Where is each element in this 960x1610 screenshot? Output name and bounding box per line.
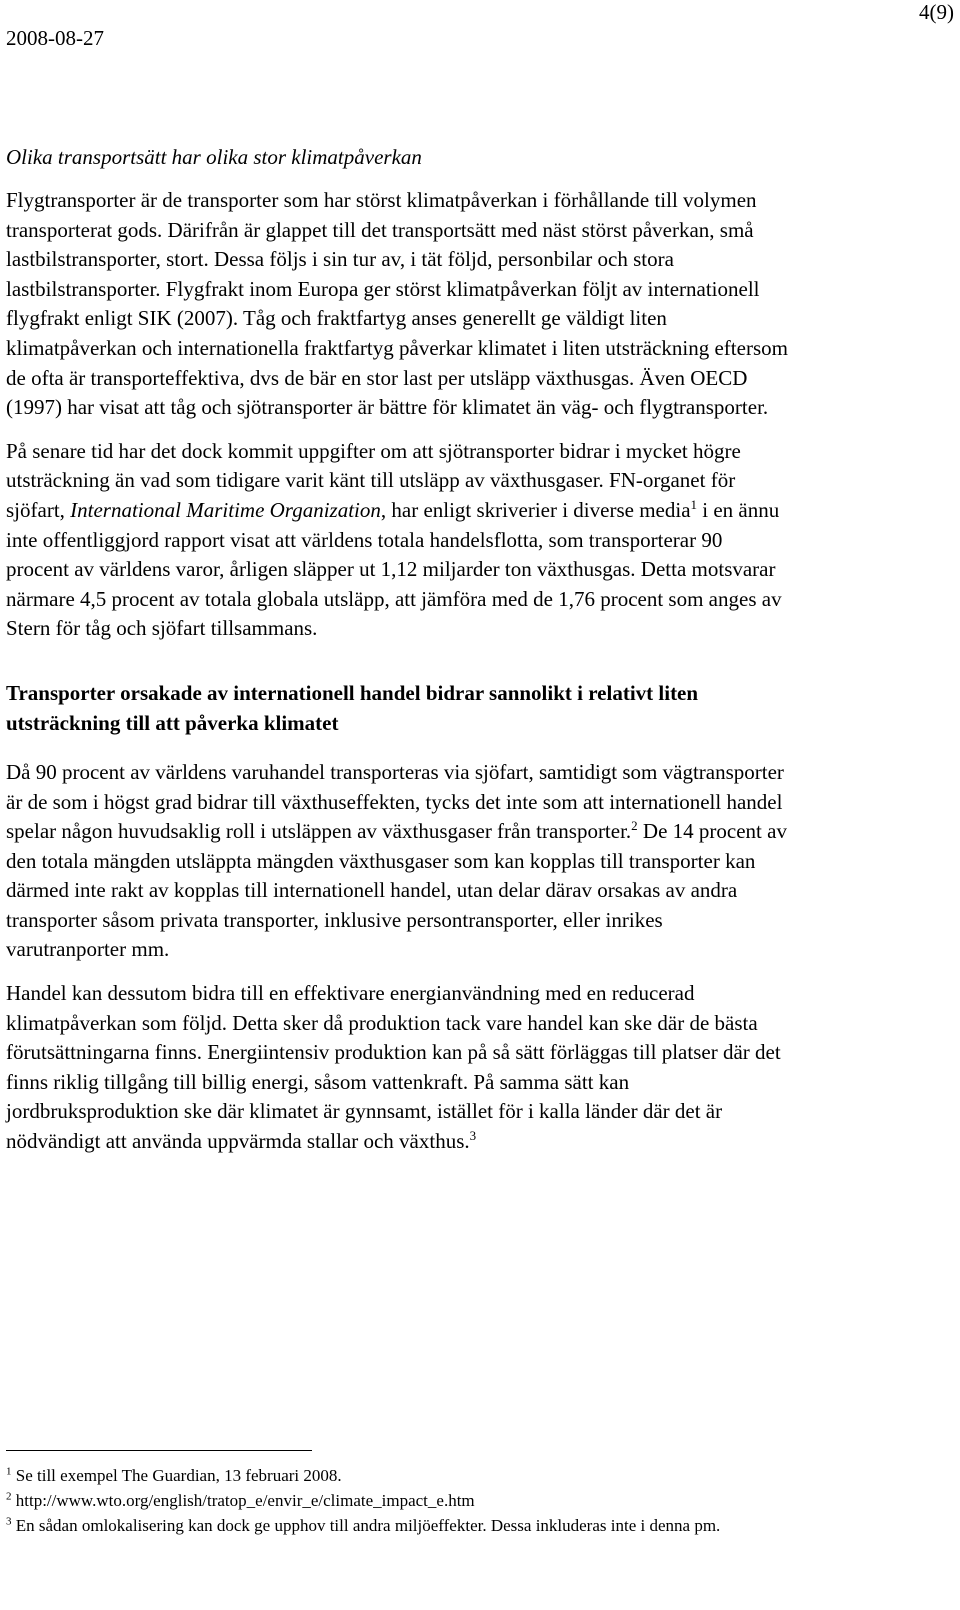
text-run: På senare tid har det dock kommit uppgifter om att sjötransporter bidrar i mycket högre utsträckning än vad som tidigare varit känt till utsläpp av växthusgaser. FN-organet för sjöfart, (6, 438, 741, 522)
footnote-ref-2[interactable]: 2 (631, 818, 638, 834)
text-run: Då 90 procent av världens varuhandel transporteras via sjöfart, samtidigt som vägtransporter är de som i högst grad bidrar till växthuseffekten, tycks det inte som att internationell handel spelar någon huvudsaklig roll i utsläppen av växthusgaser från transporter. (6, 759, 784, 844)
imo-name: International Maritime Organization (70, 497, 381, 522)
footnote-text: En sådan omlokalisering kan dock ge upphov till andra miljöeffekter. Dessa inkluderas inte i denna pm. (11, 1516, 721, 1535)
page-number: 4(9) (919, 0, 954, 24)
paragraph-shipping-emissions (6, 437, 788, 644)
text-run: i en ännu inte offentliggjord rapport visat att världens totala handelsflotta, som transporterar 90 procent av världens varor, årligen släpper ut 1,12 miljarder ton växthusgas. Detta motsvarar närmare 4,5 procent av totala globala utsläpp, att jämföra med de 1,76 procent som anges av Stern för tåg och sjöfart tillsammans. (6, 497, 782, 641)
text-run: Handel kan dessutom bidra till en effektivare energianvändning med en reducerad klimatpåverkan som följd. Detta sker då produktion tack vare handel kan ske där de bästa förutsättningarna finns. Energiintensiv produktion kan på så sätt förläggas till platser där det finns riklig tillgång till billig energi, såsom vattenkraft. På samma sätt kan jordbruksproduktion ske där klimatet är gynnsamt, istället för i kalla länder där det är nödvändigt att använda uppvärmda stallar och växthus. (6, 981, 781, 1154)
header-date: 2008-08-27 (6, 26, 104, 50)
footnote-number: 1 (6, 1465, 12, 1478)
footnote-1 (6, 1463, 806, 1488)
section-heading-transport-modes: Olika transportsätt har olika stor klimatpåverkan (6, 145, 422, 169)
footnote-link[interactable]: http://www.wto.org/english/tratop_e/envir_e/climate_impact_e.htm (11, 1491, 475, 1510)
text-run: , har enligt skriverier i diverse media (380, 497, 691, 522)
footnote-number: 2 (6, 1490, 12, 1503)
paragraph-transport-impact: Flygtransporter är de transporter som har störst klimatpåverkan i förhållande till volymen transporterat gods. Därifrån är glappet till det transportsätt med näst störst påverkan, små lastbilstransporter, stort. Dessa följs i sin tur av, i tät följd, personbilar och stora lastbilstransporter. Flygfrakt inom Europa ger störst klimatpåverkan följt av internationell flygfrakt enligt SIK (2007). Tåg och fraktfartyg anses generellt ge väldigt liten klimatpåverkan och internationella fraktfartyg påverkar klimatet i liten utsträckning eftersom de ofta är transporteffektiva, dvs de bär en stor last per utsläpp växthusgas. Även OECD (1997) har visat att tåg och sjötransporter är bättre för klimatet än väg- och flygtransporter. (6, 188, 788, 420)
footnote-2 (6, 1488, 806, 1513)
document-body (6, 142, 788, 1171)
footnote-3 (6, 1513, 806, 1538)
footnote-ref-3[interactable]: 3 (469, 1128, 477, 1144)
footnote-ref-1[interactable]: 1 (690, 496, 698, 512)
footnotes (6, 1463, 806, 1538)
section-heading-international-trade: Transporter orsakade av internationell handel bidrar sannolikt i relativt liten utsträckning till att påverka klimatet (6, 680, 699, 735)
footnote-number: 3 (6, 1515, 12, 1528)
footnote-separator (6, 1450, 312, 1451)
paragraph-energy-efficiency (6, 979, 788, 1157)
text-run: De 14 procent av den totala mängden utsläppta mängden växthusgaser som kan kopplas till transporter kan därmed inte rakt av kopplas till internationell handel, utan delar därav orsakas av andra transporter såsom privata transporter, inklusive persontransporter, eller inrikes varutranporter mm. (6, 819, 787, 962)
paragraph-trade-transport (6, 758, 788, 965)
footnote-text: Se till exempel The Guardian, 13 februari 2008. (11, 1466, 342, 1485)
